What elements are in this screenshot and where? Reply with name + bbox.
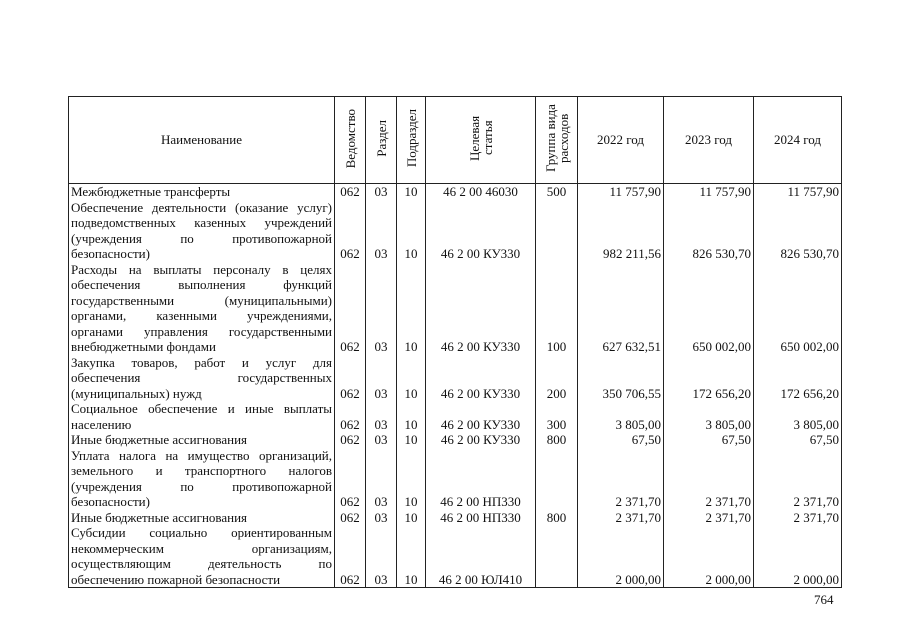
row-name-cell: Субсидии социально ориентированным некоммерческим организациям, осуществляющим деятельность по обеспечению пожарной безопасности: [69, 525, 335, 588]
row-celevaya-cell: 46 2 00 КУ330: [426, 200, 536, 262]
row-podrazdel-cell: 10: [397, 355, 426, 402]
row-gruppa-cell: 200: [536, 355, 578, 402]
row-2024-cell: 3 805,00: [754, 401, 842, 432]
row-podrazdel-cell: 10: [397, 262, 426, 355]
table-row: [69, 510, 842, 526]
row-2023-cell: 2 000,00: [664, 525, 754, 588]
row-2022-cell: 2 000,00: [578, 525, 664, 588]
row-razdel-cell: 03: [366, 184, 397, 200]
header-2023: 2023 год: [664, 97, 754, 184]
row-2024-cell: 2 000,00: [754, 525, 842, 588]
header-name: Наименование: [69, 97, 335, 184]
table-row: [69, 184, 842, 200]
row-vedomstvo-cell: 062: [335, 432, 366, 448]
row-vedomstvo-cell: 062: [335, 184, 366, 200]
row-gruppa-cell: [536, 200, 578, 262]
table-row: [69, 401, 842, 432]
row-razdel-cell: 03: [366, 510, 397, 526]
row-name-cell: Расходы на выплаты персоналу в целях обеспечения выполнения функций государственными (муниципальными) органами, казенными учреждениями, органами управления государственными внебюджетными фондами: [69, 262, 335, 355]
row-gruppa-cell: 800: [536, 510, 578, 526]
row-name-cell: Закупка товаров, работ и услуг для обеспечения государственных (муниципальных) нужд: [69, 355, 335, 402]
row-2022-cell: 67,50: [578, 432, 664, 448]
row-razdel-cell: 03: [366, 448, 397, 510]
row-2023-cell: 67,50: [664, 432, 754, 448]
row-gruppa-cell: 500: [536, 184, 578, 200]
row-gruppa-cell: [536, 448, 578, 510]
row-2023-cell: 3 805,00: [664, 401, 754, 432]
row-razdel-cell: 03: [366, 200, 397, 262]
row-2024-cell: 826 530,70: [754, 200, 842, 262]
row-2022-cell: 627 632,51: [578, 262, 664, 355]
row-2024-cell: 172 656,20: [754, 355, 842, 402]
row-podrazdel-cell: 10: [397, 200, 426, 262]
row-2024-cell: 67,50: [754, 432, 842, 448]
row-podrazdel-cell: 10: [397, 510, 426, 526]
page-number: 764: [814, 592, 834, 607]
row-name-cell: Социальное обеспечение и иные выплаты населению: [69, 401, 335, 432]
row-podrazdel-cell: 10: [397, 525, 426, 588]
row-celevaya-cell: 46 2 00 КУ330: [426, 401, 536, 432]
table-row: [69, 200, 842, 262]
table-row: [69, 355, 842, 402]
row-gruppa-cell: [536, 525, 578, 588]
row-2022-cell: 2 371,70: [578, 448, 664, 510]
row-2024-cell: 11 757,90: [754, 184, 842, 200]
row-2023-cell: 2 371,70: [664, 510, 754, 526]
row-celevaya-cell: 46 2 00 КУ330: [426, 355, 536, 402]
row-name-cell: Межбюджетные трансферты: [69, 184, 335, 200]
header-razdel: Раздел: [366, 97, 397, 184]
header-celevaya-statya: Целевая статья: [426, 97, 536, 184]
row-podrazdel-cell: 10: [397, 184, 426, 200]
row-vedomstvo-cell: 062: [335, 355, 366, 402]
row-2023-cell: 2 371,70: [664, 448, 754, 510]
row-2023-cell: 11 757,90: [664, 184, 754, 200]
row-vedomstvo-cell: 062: [335, 200, 366, 262]
row-gruppa-cell: 100: [536, 262, 578, 355]
row-razdel-cell: 03: [366, 525, 397, 588]
row-2024-cell: 2 371,70: [754, 510, 842, 526]
table-row: [69, 448, 842, 510]
row-2022-cell: 11 757,90: [578, 184, 664, 200]
header-vedomstvo: Ведомство: [335, 97, 366, 184]
row-2022-cell: 350 706,55: [578, 355, 664, 402]
row-2023-cell: 650 002,00: [664, 262, 754, 355]
table-row: [69, 262, 842, 355]
row-celevaya-cell: 46 2 00 КУ330: [426, 262, 536, 355]
row-name-cell: Иные бюджетные ассигнования: [69, 510, 335, 526]
row-razdel-cell: 03: [366, 401, 397, 432]
row-razdel-cell: 03: [366, 262, 397, 355]
row-vedomstvo-cell: 062: [335, 510, 366, 526]
header-2022: 2022 год: [578, 97, 664, 184]
row-2022-cell: 982 211,56: [578, 200, 664, 262]
row-vedomstvo-cell: 062: [335, 401, 366, 432]
row-celevaya-cell: 46 2 00 НП330: [426, 448, 536, 510]
row-2024-cell: 2 371,70: [754, 448, 842, 510]
table-row: [69, 525, 842, 588]
row-name-cell: Иные бюджетные ассигнования: [69, 432, 335, 448]
row-vedomstvo-cell: 062: [335, 525, 366, 588]
row-celevaya-cell: 46 2 00 НП330: [426, 510, 536, 526]
row-razdel-cell: 03: [366, 432, 397, 448]
header-gruppa-vida-rashodov: Группа вида расходов: [536, 97, 578, 184]
row-2023-cell: 826 530,70: [664, 200, 754, 262]
header-2024: 2024 год: [754, 97, 842, 184]
header-podrazdel: Подраздел: [397, 97, 426, 184]
row-2023-cell: 172 656,20: [664, 355, 754, 402]
row-2022-cell: 3 805,00: [578, 401, 664, 432]
row-celevaya-cell: 46 2 00 КУ330: [426, 432, 536, 448]
row-gruppa-cell: 300: [536, 401, 578, 432]
table-body: [69, 184, 842, 588]
budget-table: [68, 96, 842, 588]
row-celevaya-cell: 46 2 00 46030: [426, 184, 536, 200]
row-2024-cell: 650 002,00: [754, 262, 842, 355]
table-header-row: [69, 97, 842, 184]
row-vedomstvo-cell: 062: [335, 262, 366, 355]
row-vedomstvo-cell: 062: [335, 448, 366, 510]
row-podrazdel-cell: 10: [397, 448, 426, 510]
table-row: [69, 432, 842, 448]
row-name-cell: Обеспечение деятельности (оказание услуг) подведомственных казенных учреждений (учреждения по противопожарной безопасности): [69, 200, 335, 262]
row-razdel-cell: 03: [366, 355, 397, 402]
row-gruppa-cell: 800: [536, 432, 578, 448]
row-celevaya-cell: 46 2 00 ЮЛ410: [426, 525, 536, 588]
row-2022-cell: 2 371,70: [578, 510, 664, 526]
row-name-cell: Уплата налога на имущество организаций, земельного и транспортного налогов (учреждения по противопожарной безопасности): [69, 448, 335, 510]
row-podrazdel-cell: 10: [397, 401, 426, 432]
row-podrazdel-cell: 10: [397, 432, 426, 448]
